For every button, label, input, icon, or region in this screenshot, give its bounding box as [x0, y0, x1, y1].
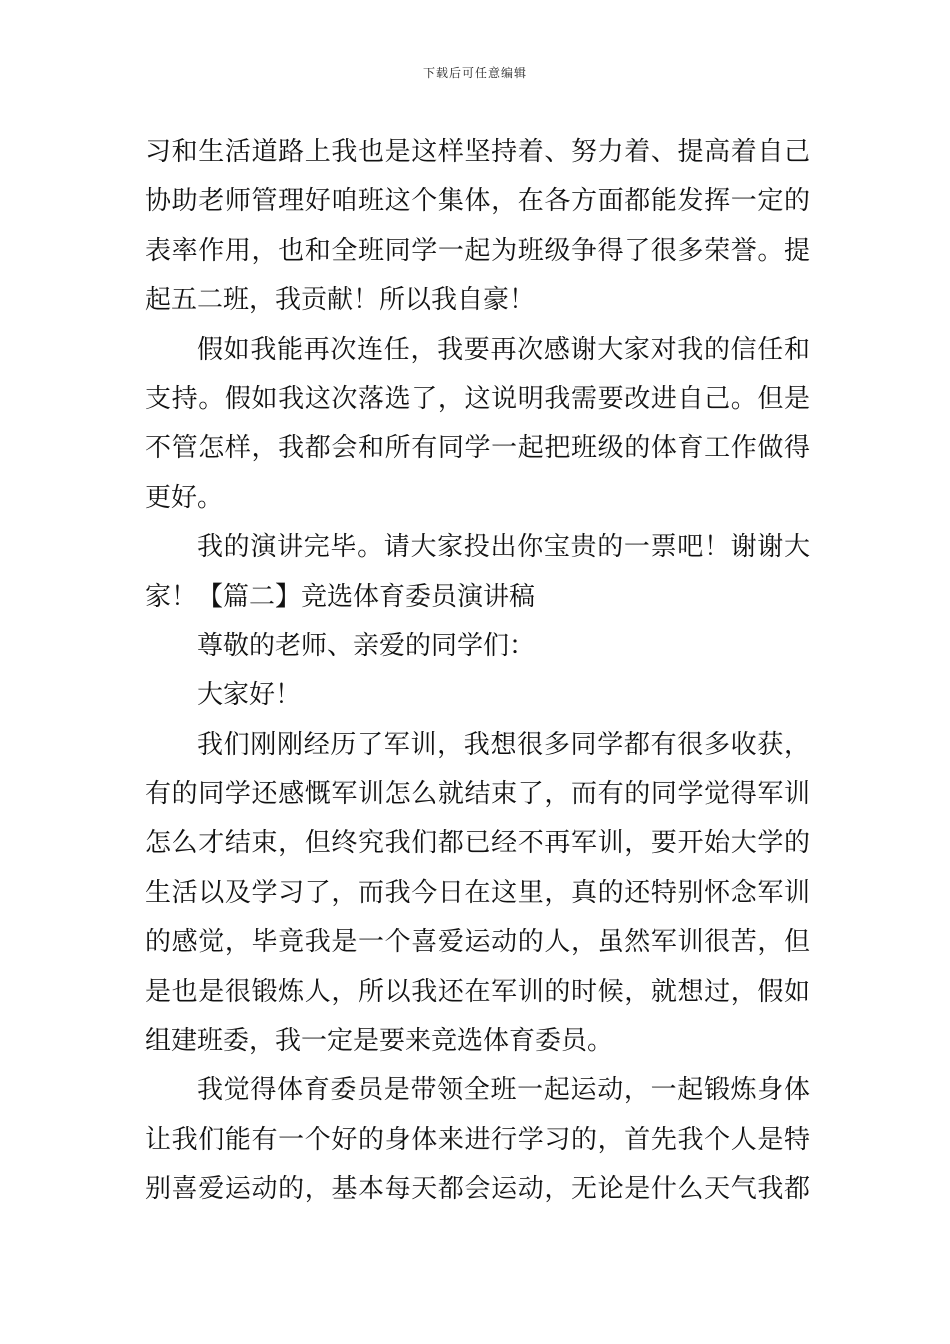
text-line: 习和生活道路上我也是这样坚持着、努力着、提高着自己	[145, 137, 810, 167]
text-line: 我们刚刚经历了军训，我想很多同学都有很多收获，	[197, 729, 810, 760]
text-line: 起五二班，我贡献！所以我自豪！	[145, 285, 536, 316]
text-line: 有的同学还感慨军训怎么就结束了，而有的同学觉得军训	[145, 779, 810, 810]
text-line: 我的演讲完毕。请大家投出你宝贵的一票吧！谢谢大	[197, 532, 810, 563]
text-line: 协助老师管理好咱班这个集体，在各方面都能发挥一定的	[145, 186, 810, 217]
text-line: 支持。假如我这次落选了，这说明我需要改进自己。但是	[145, 383, 810, 414]
text-line: 大家好！	[197, 680, 302, 711]
text-line: 不管怎样，我都会和所有同学一起把班级的体育工作做得	[145, 433, 810, 464]
text-line: 别喜爱运动的，基本每天都会运动，无论是什么天气我都	[145, 1174, 810, 1205]
text-line: 组建班委，我一定是要来竞选体育委员。	[145, 1026, 614, 1057]
text-line: 生活以及学习了，而我今日在这里，真的还特别怀念军训	[145, 877, 810, 908]
text-line: 更好。	[145, 482, 224, 513]
text-line: 怎么才结束，但终究我们都已经不再军训，要开始大学的	[145, 828, 810, 859]
document-body	[145, 128, 810, 1215]
text-line: 让我们能有一个好的身体来进行学习的，首先我个人是特	[145, 1124, 810, 1155]
text-line: 的感觉，毕竟我是一个喜爱运动的人，虽然军训很苦，但	[145, 927, 810, 958]
text-line: 尊敬的老师、亲爱的同学们：	[197, 630, 536, 661]
text-line: 我觉得体育委员是带领全班一起运动，一起锻炼身体	[197, 1075, 810, 1106]
text-line: 是也是很锻炼人，所以我还在军训的时候，就想过，假如	[145, 976, 810, 1007]
text-line: 家！【篇二】竞选体育委员演讲稿	[145, 581, 536, 612]
page-header: 下载后可任意编辑	[422, 66, 527, 80]
text-line: 假如我能再次连任，我要再次感谢大家对我的信任和	[197, 334, 810, 365]
text-line: 表率作用，也和全班同学一起为班级争得了很多荣誉。提	[145, 235, 810, 266]
